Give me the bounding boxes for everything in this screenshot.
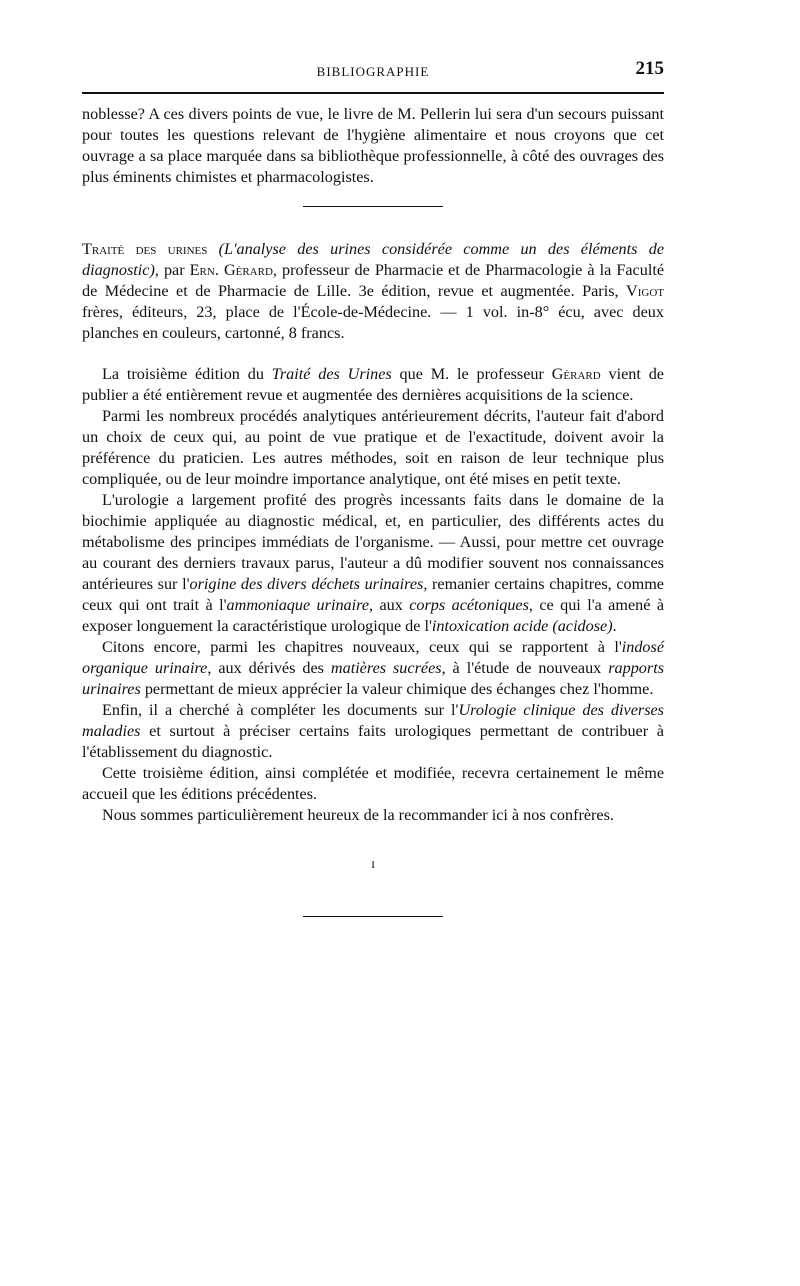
end-mark: ᶦ: [371, 854, 375, 879]
reference-publisher-details: frères, éditeurs, 23, place de l'École-de-Médecine. — 1 vol. in-8° écu, avec deux planches en couleurs, cartonné, 8 francs.: [82, 303, 664, 342]
italic-run: origine des divers déchets urinaires: [189, 575, 424, 593]
running-title: BIBLIOGRAPHIE: [316, 64, 430, 79]
paragraph-2: Parmi les nombreux procédés analytiques antérieurement décrits, l'auteur fait d'abord un choix de ceux qui, au point de vue pratique et de l'exactitude, doivent avoir la préférence du praticien. Les autres méthodes, soit en raison de leur technique plus compliquée, ou de leur moindre importance analytique, ont été mises en petit texte.: [82, 407, 664, 488]
italic-run: Urologie clinique des diverses maladies: [82, 701, 664, 740]
paragraph-6: Cette troisième édition, ainsi complétée et modifiée, recevra certainement le même accueil que les éditions précédentes.: [82, 764, 664, 803]
italic-run: Traité des Urines: [271, 365, 392, 383]
text-run: La troisième édition du: [102, 365, 272, 383]
text-run: que M. le professeur: [391, 365, 552, 383]
italic-run: indosé organique urinaire: [82, 638, 664, 677]
book-reference: [82, 239, 664, 344]
header-rule: [82, 92, 664, 94]
italic-run: ammoniaque urinaire: [226, 596, 370, 614]
reference-publisher: Vigot: [626, 282, 664, 300]
page-number: 215: [635, 58, 664, 79]
text-run: , aux dérivés des: [207, 659, 331, 677]
paragraph-3: [82, 490, 664, 637]
italic-run: matières sucrées: [330, 659, 442, 677]
page: [82, 58, 664, 917]
page-header: [82, 58, 664, 86]
text-run: , ce qui l'a amené à exposer longuement la caractéristique urologique de l': [82, 596, 664, 635]
paragraph-7: Nous sommes particulièrement heureux de la recommander ici à nos confrères.: [102, 806, 614, 824]
text-run: , remanier certains chapitres, comme ceux qui ont trait à l': [82, 575, 664, 614]
paragraph-1: [82, 364, 664, 406]
text-run: permettant de mieux apprécier la valeur chimique des échanges chez l'homme.: [140, 680, 654, 698]
paragraph-5: [82, 700, 664, 763]
paragraph-4: [82, 637, 664, 700]
author-name: Gérard: [551, 365, 601, 383]
text-run: .: [612, 617, 617, 635]
reference-author: Ern. Gérard: [189, 261, 273, 279]
text-run: Citons encore, parmi les chapitres nouveaux, ceux qui se rapportent à l': [102, 638, 622, 656]
intro-paragraph: noblesse? A ces divers points de vue, le livre de M. Pellerin lui sera d'un secours puissant pour toutes les questions relevant de l'hygiène alimentaire et nous croyons que cet ouvrage a sa place marquée dans sa bibliothèque professionnelle, à côté des ouvrages des plus éminents chimistes et pharmacologistes.: [82, 105, 664, 186]
italic-run: rapports urinaires: [82, 659, 664, 698]
reference-author-details: , professeur de Pharmacie et de Pharmacologie à la Faculté de Médecine et de Pharmacie de Lille. 3e édition, revue et augmentée. Paris,: [82, 261, 665, 300]
reference-title: Traité des urines: [82, 240, 208, 258]
text-run: , à l'étude de nouveaux: [441, 659, 609, 677]
italic-run: corps acétoniques: [409, 596, 529, 614]
reference-author-prefix: , par: [154, 261, 190, 279]
text-run: , aux: [369, 596, 410, 614]
section-divider: [303, 206, 443, 207]
italic-run: intoxication acide (acidose): [431, 617, 613, 635]
reference-subtitle: (L'analyse des urines considérée comme un des éléments de diagnostic): [82, 240, 664, 279]
text-run: Enfin, il a cherché à compléter les documents sur l': [102, 701, 459, 719]
text-run: vient de publier a été entièrement revue et augmentée des dernières acquisitions de la science.: [82, 365, 664, 404]
text-run: et surtout à préciser certains faits urologiques permettant de contribuer à l'établissement du diagnostic.: [82, 722, 664, 761]
end-rule: [303, 916, 443, 917]
text-run: L'urologie a largement profité des progrès incessants faits dans le domaine de la biochimie appliquée au diagnostic médical, et, en particulier, des différents actes du métabolisme des principes immédiats de l'organisme. — Aussi, pour mettre cet ouvrage au courant des derniers travaux parus, l'auteur a dû modifier souvent nos connaissances antérieures sur l': [82, 491, 664, 593]
